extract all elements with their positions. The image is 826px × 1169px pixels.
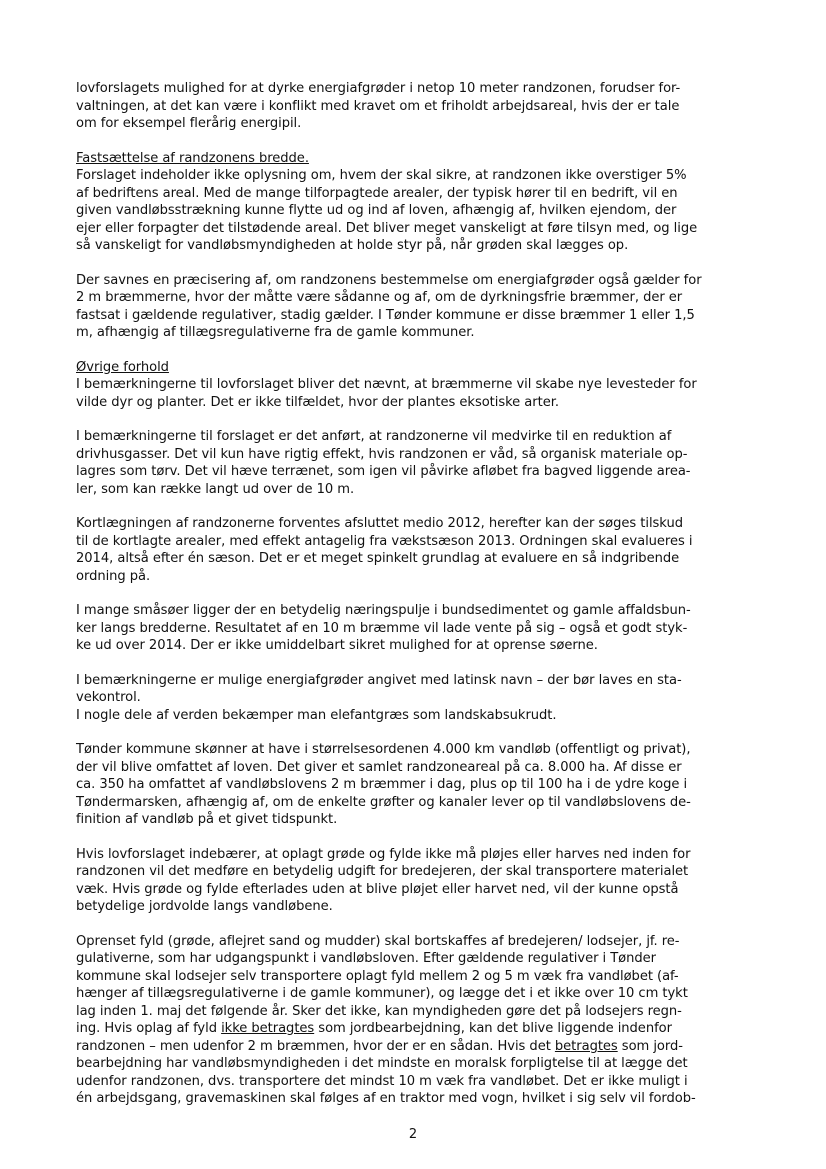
text-line: Tøndermarsken, afhængig af, om de enkelte grøfter og kanaler lever op til vandløbslovens de- xyxy=(76,794,691,810)
text-line: I bemærkningerne til forslaget er det anført, at randzonerne vil medvirke til en reduktion af xyxy=(76,429,672,444)
paragraph-groede-fylde xyxy=(76,846,756,916)
text-line: udenfor randzonen, dvs. transportere det mindst 10 m væk fra vandløbet. Det er ikke muligt i xyxy=(76,1073,688,1089)
text-line xyxy=(76,1020,756,1038)
text-segment: som jord- xyxy=(617,1038,683,1054)
text-line: om for eksempel flerårig energipil. xyxy=(76,116,302,131)
text-line: betydelige jordvolde langs vandløbene. xyxy=(76,899,333,914)
text-line: ordning på. xyxy=(76,568,151,584)
text-line: til de kortlagte arealer, med effekt antagelig fra vækstsæson 2013. Ordningen skal evalueres i xyxy=(76,533,693,549)
text-line: hænger af tillægsregulativerne i de gamle kommuner), og lægge det i et ikke over 10 cm tykt xyxy=(76,986,688,1001)
text-line: væk. Hvis grøde og fylde efterlades uden at blive pløjet eller harvet ned, vil der kunne opstå xyxy=(76,881,679,897)
text-line: ler, som kan række langt ud over de 10 m. xyxy=(76,481,355,497)
text-line: Oprenset fyld (grøde, aflejret sand og mudder) skal bortskaffes af bredejeren/ lodsejer, jf. re- xyxy=(76,933,680,949)
text-segment: randzonen – men udenfor 2 m bræmmen, hvor der er en sådan. Hvis det xyxy=(76,1038,555,1054)
text-line: ker langs bredderne. Resultatet af en 10 m bræmme vil lade vente på sig – også et godt styk- xyxy=(76,620,688,636)
text-line: valtningen, at det kan være i konflikt med kravet om et friholdt arbejdsareal, hvis der er tale xyxy=(76,98,680,114)
paragraph-smaasoeer xyxy=(76,602,756,655)
text-line: bearbejdning har vandløbsmyndigheden i det mindste en moralsk forpligtelse til at lægge det xyxy=(76,1056,688,1071)
underlined-term: ikke betragtes xyxy=(221,1021,315,1036)
text-line: m, afhængig af tillægsregulativerne fra de gamle kommuner. xyxy=(76,325,475,340)
text-line: finition af vandløb på et givet tidspunkt. xyxy=(76,812,338,827)
text-line: Der savnes en præcisering af, om randzonens bestemmelse om energiafgrøder også gælder for xyxy=(76,272,702,288)
text-line: vilde dyr og planter. Det er ikke tilfældet, hvor der plantes eksotiske arter. xyxy=(76,394,559,410)
page-number: 2 xyxy=(408,1127,418,1142)
paragraph-toender-vandloeb xyxy=(76,741,756,829)
text-line: I mange småsøer ligger der en betydelig næringspulje i bundsedimentet og gamle affaldsbun- xyxy=(76,603,691,618)
text-line: kommune skal lodsejer selv transportere oplagt fyld mellem 2 og 5 m væk fra vandløbet (af- xyxy=(76,968,679,984)
text-line: given vandløbsstrækning kunne flytte ud og ind af loven, afhængig af, hvilken ejendom, der xyxy=(76,203,677,218)
text-line: I nogle dele af verden bekæmper man elefantgræs som landskabsukrudt. xyxy=(76,707,557,723)
text-line: ca. 350 ha omfattet af vandløbslovens 2 m bræmmer i dag, plus op til 100 ha i de ydre koge i xyxy=(76,777,688,792)
text-line: gulativerne, som har udgangspunkt i vandløbsloven. Efter gældende regulativer i Tønder xyxy=(76,951,656,966)
paragraph-praecisering xyxy=(76,272,756,342)
section-oevrige-forhold xyxy=(76,359,756,412)
underlined-term: betragtes xyxy=(554,1038,618,1054)
text-line xyxy=(76,1038,756,1056)
section-heading: Øvrige forhold xyxy=(76,359,169,375)
text-line: ejer eller forpagter det tilstødende areal. Det bliver meget vanskeligt at føre tilsyn med, og lige xyxy=(76,220,698,236)
text-line: der vil blive omfattet af loven. Det giver et samlet randzoneareal på ca. 8.000 ha. Af disse er xyxy=(76,759,682,775)
paragraph-energipil xyxy=(76,80,756,133)
text-line: ke ud over 2014. Der er ikke umiddelbart sikret mulighed for at oprense søerne. xyxy=(76,638,598,653)
text-line: fastsat i gældende regulativer, stadig gælder. I Tønder kommune er disse bræmmer 1 eller 1,5 xyxy=(76,307,695,323)
text-line: lovforslagets mulighed for at dyrke energiafgrøder i netop 10 meter randzonen, forudser for- xyxy=(76,81,681,96)
text-line: af bedriftens areal. Med de mange tilforpagtede arealer, der typisk hører til en bedrift, vil en xyxy=(76,185,678,201)
text-line: lagres som tørv. Det vil hæve terrænet, som igen vil påvirke afløbet fra bagved liggende area- xyxy=(76,464,691,479)
text-line: Kortlægningen af randzonerne forventes afsluttet medio 2012, herefter kan der søges tilskud xyxy=(76,516,683,531)
text-line: I bemærkningerne er mulige energiafgrøder angivet med latinsk navn – der bør laves en sta- xyxy=(76,672,682,688)
text-line: Tønder kommune skønner at have i størrelsesordenen 4.000 km vandløb (offentligt og privat), xyxy=(76,742,691,757)
text-line: så vanskeligt for vandløbsmyndigheden at holde styr på, når grøden skal lægges op. xyxy=(76,238,629,253)
text-line: Hvis lovforslaget indebærer, at oplagt grøde og fylde ikke må pløjes eller harves ned inden for xyxy=(76,846,691,862)
text-line: Forslaget indeholder ikke oplysning om, hvem der skal sikre, at randzonen ikke overstiger 5% xyxy=(76,168,687,183)
text-line: randzonen vil det medføre en betydelig udgift for bredejeren, der skal transportere materialet xyxy=(76,864,689,879)
paragraph-drivhusgasser xyxy=(76,428,756,498)
paragraph-kortlaegning xyxy=(76,515,756,585)
paragraph-oprenset-fyld xyxy=(76,933,756,1108)
text-line: drivhusgasser. Det vil kun have rigtig effekt, hvis randzonen er våd, så organisk materiale op- xyxy=(76,446,688,462)
text-segment: ing. Hvis oplag af fyld xyxy=(76,1021,222,1036)
paragraph-energiafgroeder xyxy=(76,672,756,725)
text-line: vekontrol. xyxy=(76,690,141,705)
text-line: én arbejdsgang, gravemaskinen skal følges af en traktor med vogn, hvilket i sig selv vil fordob- xyxy=(76,1091,696,1106)
text-line: I bemærkningerne til lovforslaget bliver det nævnt, at bræmmerne vil skabe nye levesteder for xyxy=(76,377,697,392)
text-segment: som jordbearbejdning, kan det blive liggende indenfor xyxy=(314,1021,672,1036)
document-page xyxy=(76,80,756,1125)
section-heading: Fastsættelse af randzonens bredde. xyxy=(76,150,309,166)
text-line: 2014, altså efter én sæson. Det er et meget spinkelt grundlag at evaluere en så indgribende xyxy=(76,551,680,566)
text-line: 2 m bræmmerne, hvor der måtte være sådanne og af, om de dyrkningsfrie bræmmer, der er xyxy=(76,290,683,305)
text-line: lag inden 1. maj det følgende år. Sker det ikke, kan myndigheden gøre det på lodsejers regn- xyxy=(76,1003,682,1019)
section-randzone-bredde xyxy=(76,150,756,255)
